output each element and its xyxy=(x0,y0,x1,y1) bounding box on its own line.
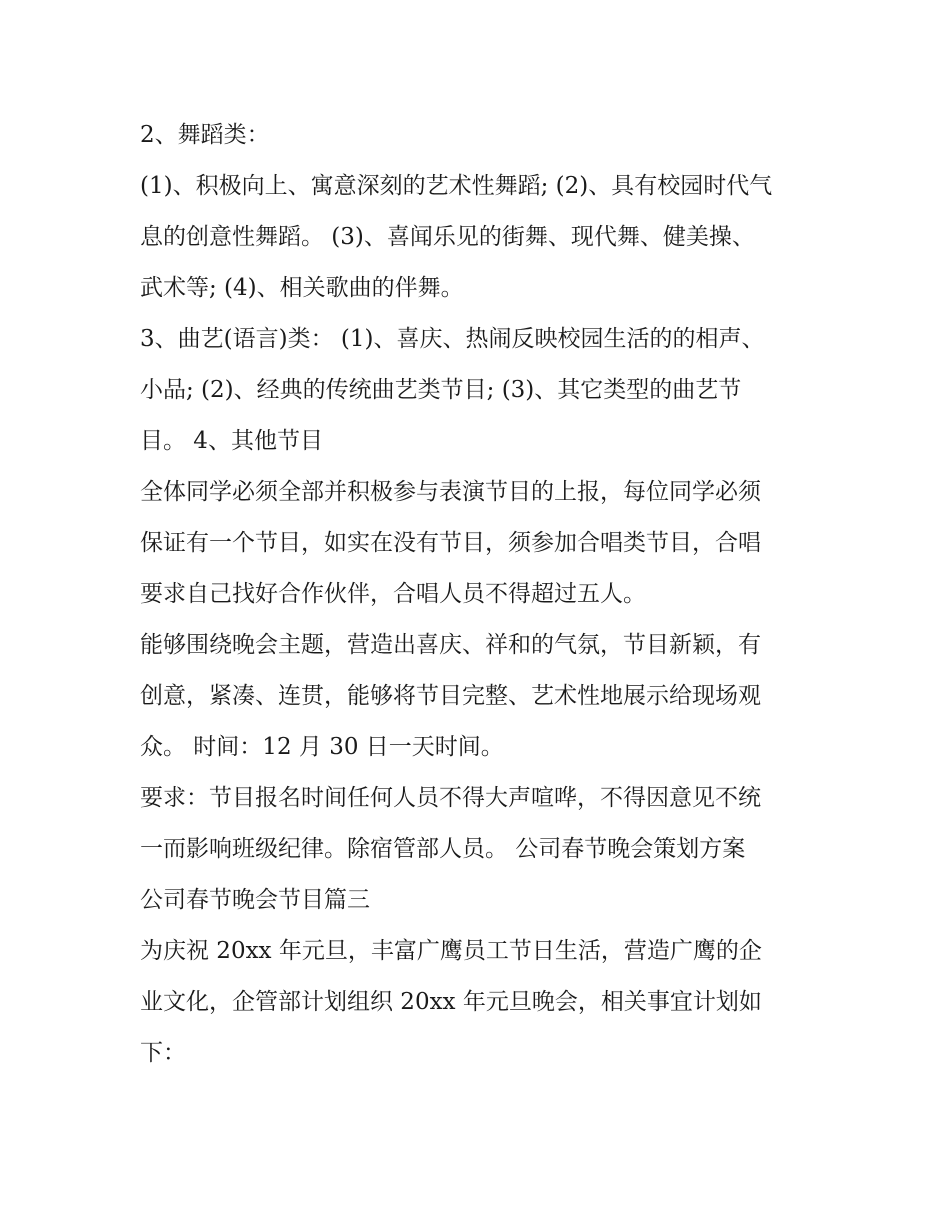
intro-text-line: 下： xyxy=(140,1040,186,1066)
intro-paragraph xyxy=(140,926,815,1079)
section-three xyxy=(140,875,815,926)
theme-text-line: 能够围绕晚会主题，营造出喜庆、祥和的气氛，节目新颖，有 xyxy=(140,632,761,658)
dance-section xyxy=(140,110,815,314)
document-body xyxy=(140,110,815,1079)
dance-heading: 2、舞蹈类： xyxy=(140,122,270,148)
participation-paragraph xyxy=(140,467,815,620)
theme-text-line: 创意，紧凑、连贯，能够将节目完整、艺术性地展示给现场观 xyxy=(140,683,761,709)
quyi-text-line: 3、曲艺(语言)类： (1)、喜庆、热闹反映校园生活的的相声、 xyxy=(140,326,765,352)
participation-text-line: 全体同学必须全部并积极参与表演节目的上报，每位同学必须 xyxy=(140,479,761,505)
dance-text-line: 息的创意性舞蹈。 (3)、喜闻乐见的街舞、现代舞、健美操、 xyxy=(140,224,755,250)
dance-text-line: 武术等; (4)、相关歌曲的伴舞。 xyxy=(140,275,464,301)
requirements-text-line: 要求：节目报名时间任何人员不得大声喧哗，不得因意见不统 xyxy=(140,785,761,811)
dance-text-line: (1)、积极向上、寓意深刻的艺术性舞蹈; (2)、具有校园时代气 xyxy=(140,173,773,199)
participation-text-line: 要求自己找好合作伙伴，合唱人员不得超过五人。 xyxy=(140,581,646,607)
quyi-section xyxy=(140,314,815,467)
quyi-text-line: 小品; (2)、经典的传统曲艺类节目; (3)、其它类型的曲艺节 xyxy=(140,377,742,403)
theme-text-line: 众。 时间：12 月 30 日一天时间。 xyxy=(140,734,504,760)
quyi-text-line: 目。 4、其他节目 xyxy=(140,428,323,454)
requirements-paragraph xyxy=(140,773,815,875)
requirements-text-line: 一而影响班级纪律。除宿管部人员。 公司春节晚会策划方案 xyxy=(140,836,746,862)
intro-text-line: 业文化，企管部计划组织 20xx 年元旦晚会，相关事宜计划如 xyxy=(140,989,762,1015)
intro-text-line: 为庆祝 20xx 年元旦，丰富广鹰员工节日生活，营造广鹰的企 xyxy=(140,938,762,964)
participation-text-line: 保证有一个节目，如实在没有节目，须参加合唱类节目，合唱 xyxy=(140,530,761,556)
theme-paragraph xyxy=(140,620,815,773)
section-three-heading: 公司春节晚会节目篇三 xyxy=(140,887,370,913)
